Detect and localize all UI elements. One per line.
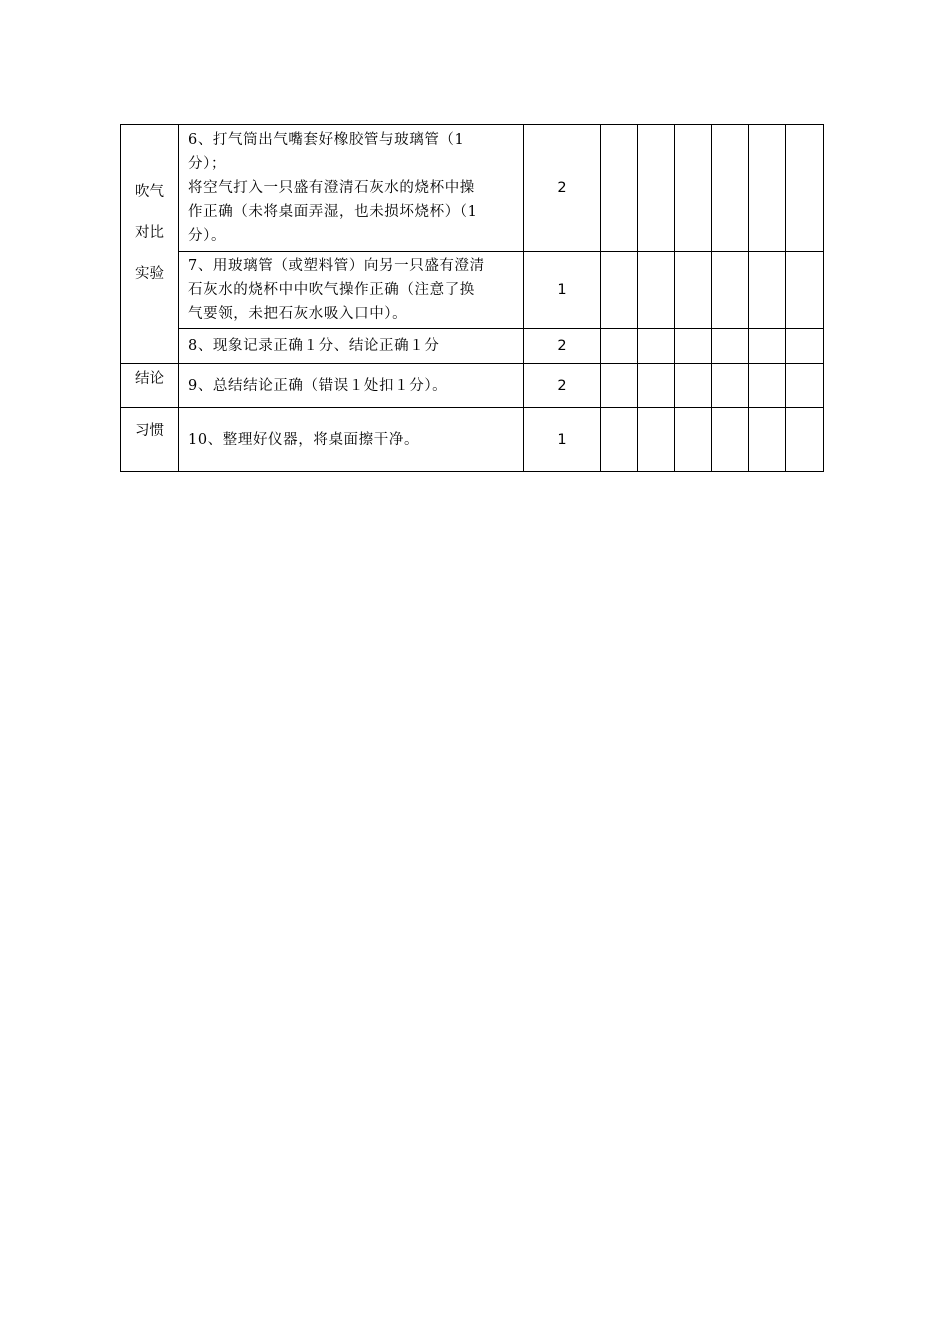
item-line: 分）。 — [188, 228, 227, 244]
score-cell[interactable] — [749, 125, 786, 252]
item-line: 石灰水的烧杯中中吹气操作正确（注意了换 — [188, 282, 475, 298]
points-cell: 2 — [524, 329, 601, 364]
item-cell — [179, 364, 524, 408]
item-line: 6、打气筒出气嘴套好橡胶管与玻璃管（1 — [188, 132, 465, 148]
score-cell[interactable] — [638, 329, 675, 364]
score-cell[interactable] — [712, 125, 749, 252]
points-cell: 1 — [524, 252, 601, 329]
score-cell[interactable] — [712, 329, 749, 364]
item-line: 8、现象记录正确１分、结论正确１分 — [188, 338, 440, 354]
category-label: 对比 — [135, 225, 164, 241]
points-cell: 2 — [524, 364, 601, 408]
score-cell[interactable] — [601, 125, 638, 252]
category-label: 吹气 — [135, 184, 164, 200]
table-row — [121, 329, 824, 364]
table-row — [121, 125, 824, 252]
table-row — [121, 252, 824, 329]
item-line: 将空气打入一只盛有澄清石灰水的烧杯中操 — [188, 180, 475, 196]
score-cell[interactable] — [786, 125, 824, 252]
category-cell-blow-compare — [121, 125, 179, 364]
item-line: 10、整理好仪器，将桌面擦干净。 — [188, 431, 420, 448]
table-row — [121, 364, 824, 408]
score-cell[interactable] — [638, 364, 675, 408]
score-cell[interactable] — [601, 329, 638, 364]
category-cell-conclusion — [121, 364, 179, 408]
score-cell[interactable] — [675, 364, 712, 408]
category-cell-habit — [121, 408, 179, 472]
item-line: 7、用玻璃管（或塑料管）向另一只盛有澄清 — [188, 258, 485, 274]
score-cell[interactable] — [712, 408, 749, 472]
score-cell[interactable] — [712, 364, 749, 408]
category-label: 实验 — [135, 266, 164, 282]
score-cell[interactable] — [749, 364, 786, 408]
score-cell[interactable] — [638, 252, 675, 329]
score-cell[interactable] — [675, 329, 712, 364]
score-cell[interactable] — [601, 364, 638, 408]
category-label: 习惯 — [135, 423, 164, 439]
item-cell — [179, 329, 524, 364]
category-label: 结论 — [135, 371, 164, 387]
score-cell[interactable] — [749, 408, 786, 472]
item-line: 9、总结结论正确（错误１处扣１分）。 — [188, 377, 448, 394]
points-cell: 1 — [524, 408, 601, 472]
score-cell[interactable] — [786, 329, 824, 364]
score-cell[interactable] — [786, 364, 824, 408]
score-cell[interactable] — [786, 252, 824, 329]
score-cell[interactable] — [675, 252, 712, 329]
points-cell: 2 — [524, 125, 601, 252]
score-cell[interactable] — [675, 125, 712, 252]
score-cell[interactable] — [675, 408, 712, 472]
score-cell[interactable] — [638, 408, 675, 472]
score-cell[interactable] — [601, 408, 638, 472]
item-line: 作正确（未将桌面弄湿，也未损坏烧杯）（1 — [188, 204, 478, 220]
item-line: 气要领，未把石灰水吸入口中）。 — [188, 306, 408, 322]
item-cell — [179, 252, 524, 329]
score-cell[interactable] — [749, 252, 786, 329]
scoring-table — [120, 124, 824, 472]
score-cell[interactable] — [712, 252, 749, 329]
item-cell — [179, 125, 524, 252]
score-cell[interactable] — [601, 252, 638, 329]
score-cell[interactable] — [749, 329, 786, 364]
table-row — [121, 408, 824, 472]
score-cell[interactable] — [786, 408, 824, 472]
score-cell[interactable] — [638, 125, 675, 252]
item-cell — [179, 408, 524, 472]
item-line: 分）； — [188, 156, 227, 172]
